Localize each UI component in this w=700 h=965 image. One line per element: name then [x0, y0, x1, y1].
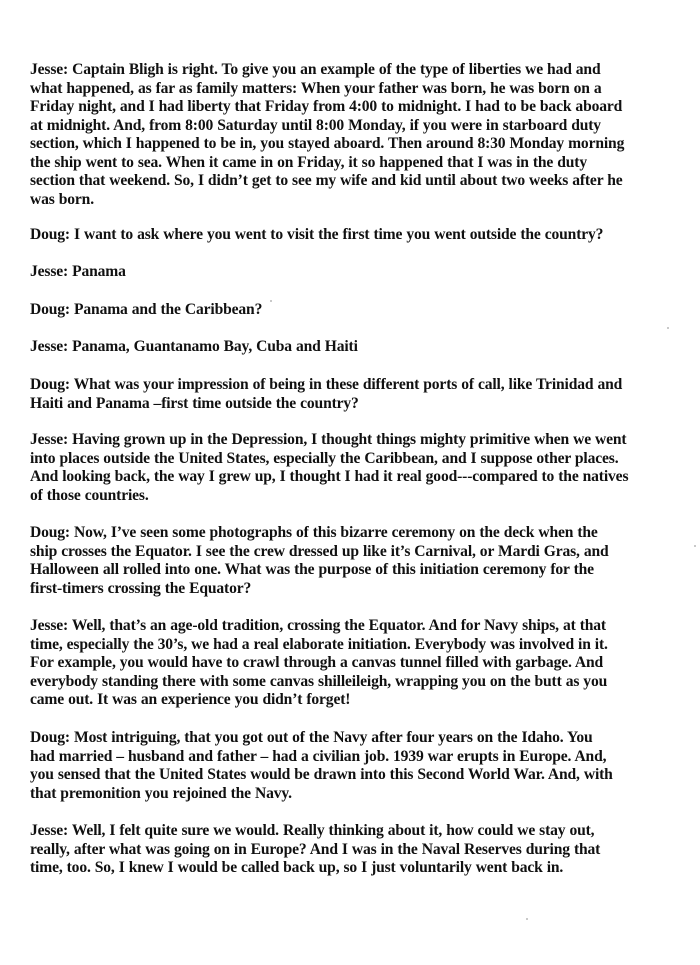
text-line: what happened, as far as family matters: When your father was born, he was born on a — [30, 79, 602, 97]
text-line: Jesse: Well, I felt quite sure we would. Really thinking about it, how could we stay out, — [30, 822, 595, 839]
text-line: really, after what was going on in Europe? And I was in the Naval Reserves during that — [30, 840, 601, 858]
text-line: Doug: Panama and the Caribbean? — [30, 301, 263, 318]
text-line: Jesse: Panama — [30, 263, 126, 280]
text-line: time, especially the 30’s, we had a real elaborate initiation. Everybody was involved in it. — [30, 635, 608, 653]
text-line: And looking back, the way I grew up, I thought I had it real good---compared to the natives — [30, 468, 629, 485]
paragraph-doug-caribbean — [30, 301, 690, 320]
text-line: Jesse: Captain Bligh is right. To give you an example of the type of liberties we had and — [30, 61, 601, 78]
text-line: Jesse: Panama, Guantanamo Bay, Cuba and Haiti — [30, 338, 358, 355]
text-line: Jesse: Having grown up in the Depression, I thought things mighty primitive when we went — [30, 431, 627, 448]
text-line: Jesse: Well, that’s an age-old tradition, crossing the Equator. And for Navy ships, at that — [30, 617, 606, 634]
paragraph-jesse-tradition — [30, 617, 690, 710]
text-line: you sensed that the United States would be drawn into this Second World War. And, with — [30, 766, 613, 783]
scan-speck — [526, 918, 528, 920]
text-line: section that weekend. So, I didn’t get to see my wife and kid until about two weeks after he — [30, 172, 623, 189]
text-line: Friday night, and I had liberty that Friday from 4:00 to midnight. I had to be back aboard — [30, 98, 623, 115]
text-line: time, too. So, I knew I would be called back up, so I just voluntarily went back in. — [30, 859, 564, 876]
text-line: had married – husband and father – had a civilian job. 1939 war erupts in Europe. And, — [30, 747, 607, 765]
text-line: section, which I happened to be in, you stayed aboard. Then around 8:30 Monday morning — [30, 135, 625, 152]
text-line: Halloween all rolled into one. What was the purpose of this initiation ceremony for the — [30, 561, 594, 578]
paragraph-jesse-ports — [30, 338, 690, 357]
scan-speck — [667, 327, 669, 329]
text-line: first-timers crossing the Equator? — [30, 579, 252, 597]
text-line: of those countries. — [30, 486, 149, 504]
paragraph-jesse-reserves — [30, 822, 690, 878]
paragraph-jesse-depression — [30, 431, 690, 505]
text-line: that premonition you rejoined the Navy. — [30, 784, 292, 802]
text-line: Doug: I want to ask where you went to visit the first time you went outside the country? — [30, 226, 604, 243]
text-line: into places outside the United States, especially the Caribbean, and I suppose other places. — [30, 449, 619, 467]
text-line: was born. — [30, 190, 94, 208]
scan-speck — [694, 545, 696, 547]
paragraph-jesse-panama — [30, 263, 690, 282]
text-line: Doug: What was your impression of being in these different ports of call, like Trinidad and — [30, 376, 623, 393]
paragraph-doug-first-visit — [30, 226, 690, 245]
paragraph-doug-rejoined — [30, 729, 690, 803]
text-line: Doug: Now, I’ve seen some photographs of this bizarre ceremony on the deck when the — [30, 524, 598, 541]
text-line: the ship went to sea. When it came in on Friday, it so happened that I was in the duty — [30, 153, 587, 171]
text-line: For example, you would have to crawl through a canvas tunnel filled with garbage. And — [30, 654, 604, 671]
paragraph-doug-equator-ceremony — [30, 524, 690, 598]
scan-speck — [270, 300, 272, 302]
text-line: came out. It was an experience you didn’t forget! — [30, 691, 351, 708]
text-line: at midnight. And, from 8:00 Saturday until 8:00 Monday, if you were in starboard duty — [30, 116, 601, 134]
text-line: ship crosses the Equator. I see the crew dressed up like it’s Carnival, or Mardi Gras, and — [30, 542, 609, 560]
paragraph-doug-impression — [30, 376, 690, 413]
paragraph-jesse-liberty — [30, 61, 690, 209]
text-line: Doug: Most intriguing, that you got out of the Navy after four years on the Idaho. You — [30, 729, 593, 746]
text-line: everybody standing there with some canvas shilleileigh, wrapping you on the butt as you — [30, 672, 608, 690]
text-line: Haiti and Panama –first time outside the country? — [30, 394, 359, 412]
